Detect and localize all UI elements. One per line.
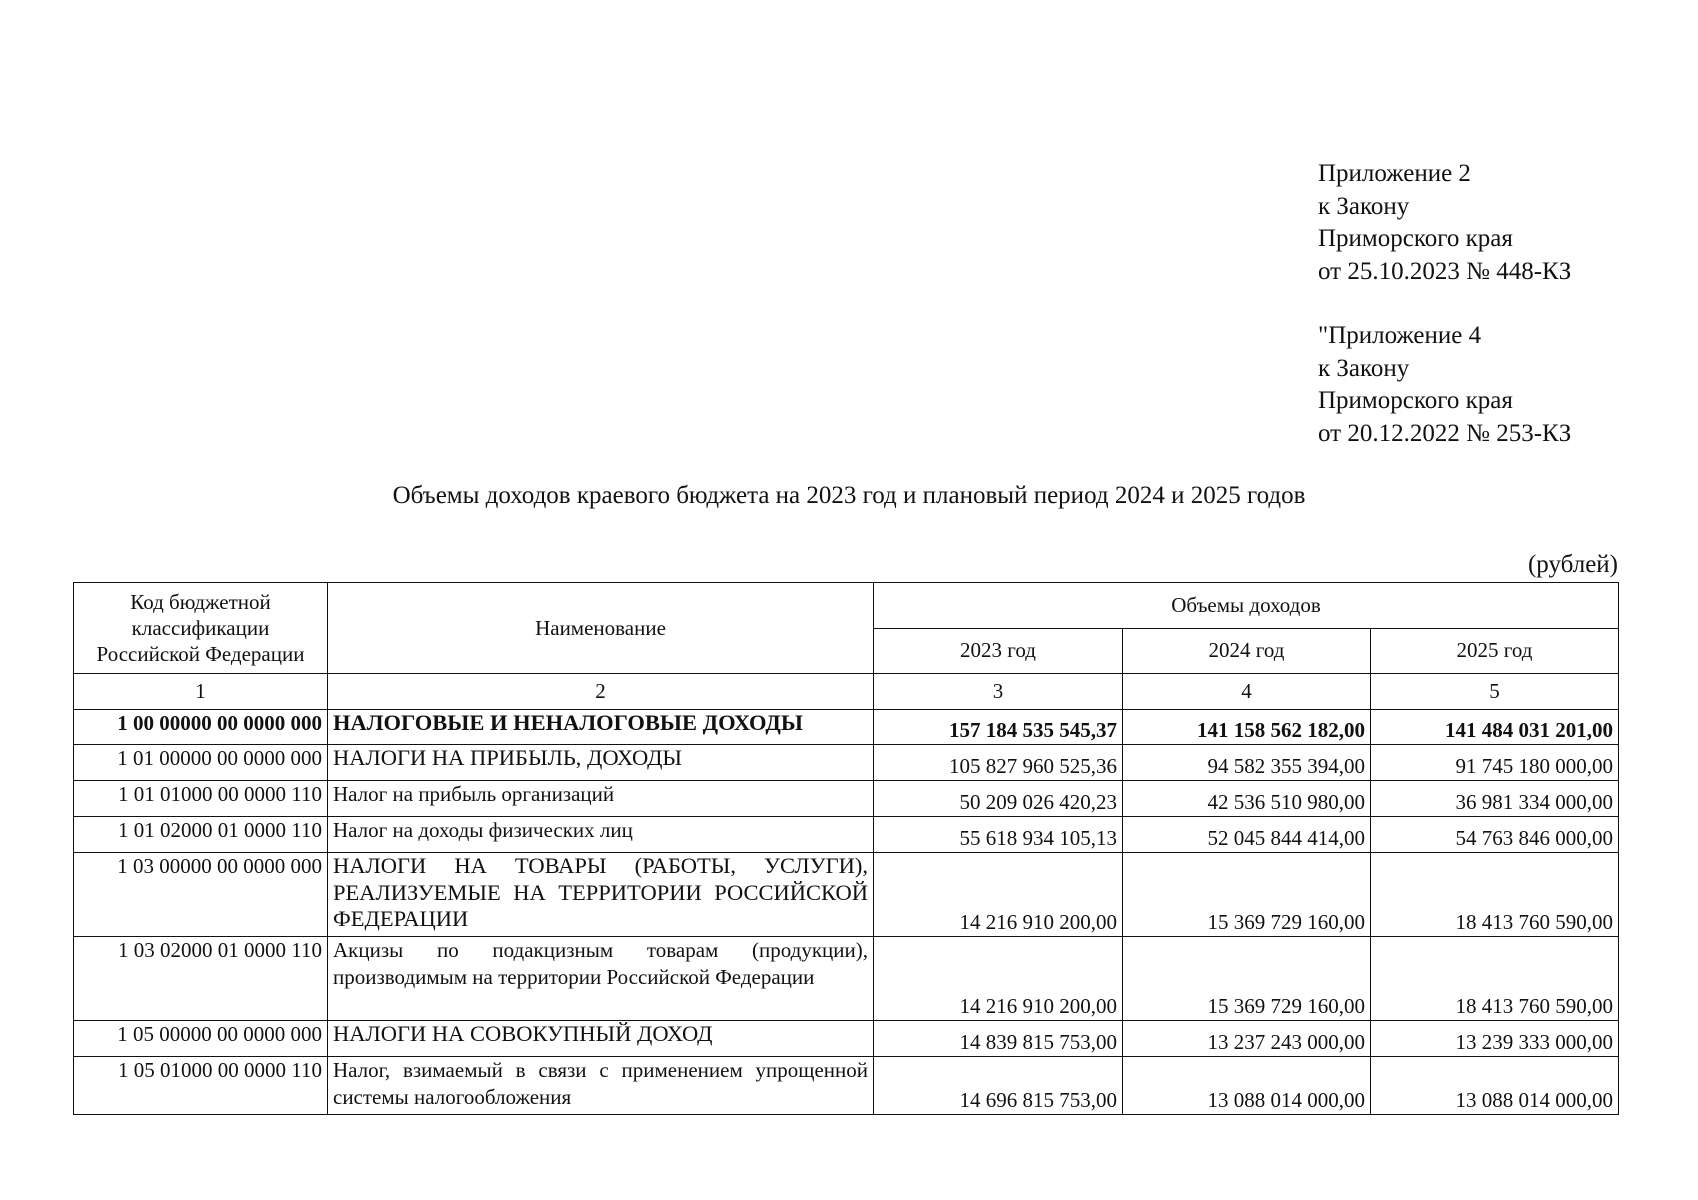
row-name: Акцизы по подакцизным товарам (продукции), производимым на территории Российской Федерации — [328, 937, 874, 1021]
table-row — [74, 937, 1619, 1021]
column-number: 1 — [74, 674, 328, 710]
header-name: Наименование — [328, 583, 874, 674]
appendix-block — [1318, 158, 1571, 450]
table-row — [74, 1021, 1619, 1057]
value-2023: 50 209 026 420,23 — [874, 781, 1123, 817]
value-2024: 52 045 844 414,00 — [1123, 817, 1371, 853]
table-row — [74, 710, 1619, 745]
value-2023: 157 184 535 545,37 — [874, 710, 1123, 745]
value-2024: 13 237 243 000,00 — [1123, 1021, 1371, 1057]
column-number: 5 — [1371, 674, 1619, 710]
row-code: 1 03 00000 00 0000 000 — [74, 853, 328, 937]
row-code: 1 05 01000 00 0000 110 — [74, 1057, 328, 1115]
row-code: 1 01 01000 00 0000 110 — [74, 781, 328, 817]
value-2023: 14 216 910 200,00 — [874, 853, 1123, 937]
value-2023: 105 827 960 525,36 — [874, 745, 1123, 781]
appendix-line: "Приложение 4 — [1318, 322, 1482, 349]
header-code: Код бюджетной классификации Российской Федерации — [74, 583, 328, 674]
table-row — [74, 1057, 1619, 1115]
row-code: 1 00 00000 00 0000 000 — [74, 710, 328, 745]
appendix-line: от 25.10.2023 № 448-КЗ — [1318, 257, 1572, 285]
row-name: НАЛОГИ НА СОВОКУПНЫЙ ДОХОД — [328, 1021, 874, 1057]
appendix-line: Приморского края — [1318, 387, 1513, 414]
value-2024: 42 536 510 980,00 — [1123, 781, 1371, 817]
unit-label: (рублей) — [1527, 551, 1618, 578]
value-2025: 36 981 334 000,00 — [1371, 781, 1619, 817]
table-row — [74, 817, 1619, 853]
row-name: Налог на прибыль организаций — [328, 781, 874, 817]
table-row — [74, 745, 1619, 781]
value-2025: 13 239 333 000,00 — [1371, 1021, 1619, 1057]
appendix-line: к Закону — [1318, 354, 1410, 382]
value-2024: 15 369 729 160,00 — [1123, 937, 1371, 1021]
value-2024: 94 582 355 394,00 — [1123, 745, 1371, 781]
value-2025: 18 413 760 590,00 — [1371, 853, 1619, 937]
header-year-2023: 2023 год — [874, 628, 1123, 674]
row-name: НАЛОГИ НА ПРИБЫЛЬ, ДОХОДЫ — [328, 745, 874, 781]
value-2025: 91 745 180 000,00 — [1371, 745, 1619, 781]
header-year-2024: 2024 год — [1123, 628, 1371, 674]
table-row — [74, 853, 1619, 937]
value-2025: 13 088 014 000,00 — [1371, 1057, 1619, 1115]
budget-table — [73, 582, 1619, 1115]
value-2024: 13 088 014 000,00 — [1123, 1057, 1371, 1115]
row-name: Налог, взимаемый в связи с применением упрощенной системы налогообложения — [328, 1057, 874, 1115]
header-revenue-volumes: Объемы доходов — [874, 583, 1619, 629]
column-number: 3 — [874, 674, 1123, 710]
column-number: 4 — [1123, 674, 1371, 710]
appendix-line: к Закону — [1318, 192, 1410, 220]
row-name: НАЛОГОВЫЕ И НЕНАЛОГОВЫЕ ДОХОДЫ — [328, 710, 874, 745]
row-code: 1 05 00000 00 0000 000 — [74, 1021, 328, 1057]
value-2023: 14 839 815 753,00 — [874, 1021, 1123, 1057]
appendix-line: Приморского края — [1318, 225, 1513, 252]
value-2024: 15 369 729 160,00 — [1123, 853, 1371, 937]
row-name: Налог на доходы физических лиц — [328, 817, 874, 853]
row-name: НАЛОГИ НА ТОВАРЫ (РАБОТЫ, УСЛУГИ), РЕАЛИЗУЕМЫЕ НА ТЕРРИТОРИИ РОССИЙСКОЙ ФЕДЕРАЦИИ — [328, 853, 874, 937]
row-code: 1 01 00000 00 0000 000 — [74, 745, 328, 781]
document-title: Объемы доходов краевого бюджета на 2023 год и плановый период 2024 и 2025 годов — [392, 482, 1306, 509]
value-2023: 55 618 934 105,13 — [874, 817, 1123, 853]
value-2025: 54 763 846 000,00 — [1371, 817, 1619, 853]
appendix-line: от 20.12.2022 № 253-КЗ — [1318, 419, 1572, 447]
column-number: 2 — [328, 674, 874, 710]
value-2024: 141 158 562 182,00 — [1123, 710, 1371, 745]
header-year-2025: 2025 год — [1371, 628, 1619, 674]
appendix-line: Приложение 2 — [1318, 160, 1471, 187]
value-2025: 141 484 031 201,00 — [1371, 710, 1619, 745]
table-row — [74, 781, 1619, 817]
row-code: 1 01 02000 01 0000 110 — [74, 817, 328, 853]
value-2023: 14 216 910 200,00 — [874, 937, 1123, 1021]
value-2023: 14 696 815 753,00 — [874, 1057, 1123, 1115]
value-2025: 18 413 760 590,00 — [1371, 937, 1619, 1021]
row-code: 1 03 02000 01 0000 110 — [74, 937, 328, 1021]
